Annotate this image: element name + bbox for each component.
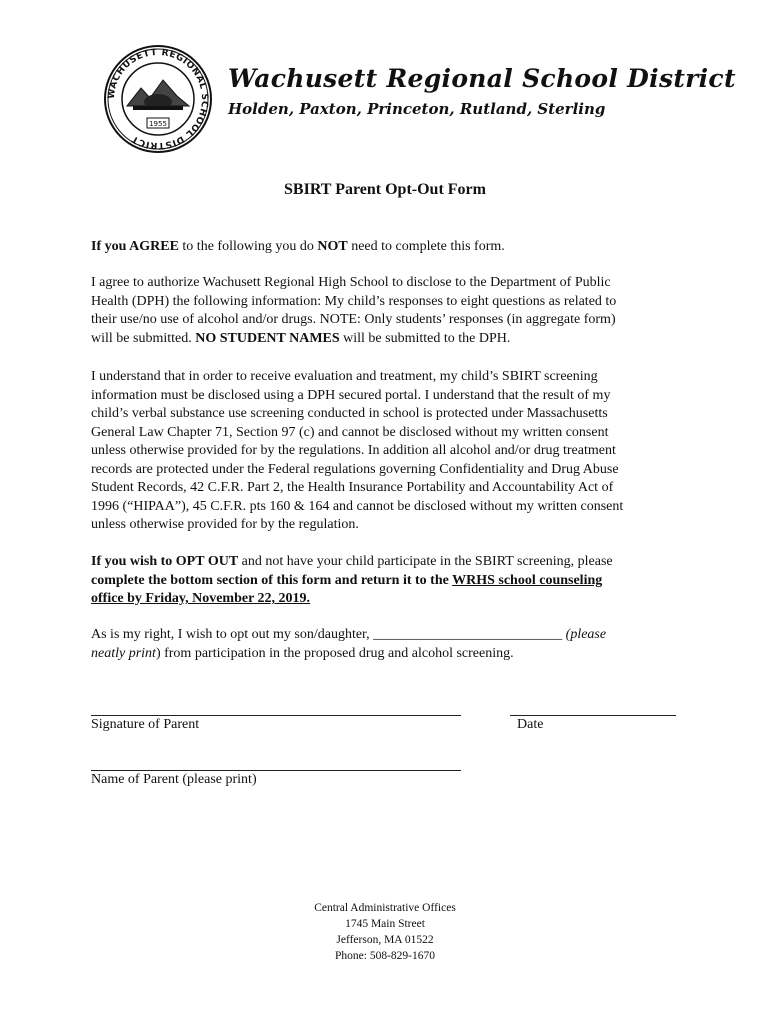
date-label: Date — [517, 717, 544, 732]
understanding-line: unless otherwise provided for by the regulations. In addition all alcohol and/or drug treatment — [91, 443, 616, 458]
understanding-line: records are protected under the Federal regulations governing Confidentiality and Drug Abuse — [91, 461, 619, 477]
agree-word: AGREE — [129, 239, 179, 254]
district-towns: Holden, Paxton, Princeton, Rutland, Sterling — [228, 100, 606, 118]
please-text: (please — [562, 627, 607, 642]
understanding-line: information must be disclosed using a DPH secured portal. I understand that the result of my — [91, 387, 611, 403]
opt-out-statement — [91, 626, 671, 663]
footer-phone: Phone: 508-829-1670 — [335, 950, 435, 962]
counseling-office: WRHS school counseling — [452, 572, 603, 588]
understanding-line: 1996 (“HIPAA”), 45 C.F.R. pts 160 & 164 and cannot be disclosed without my written consent — [91, 498, 624, 514]
not-word: NOT — [317, 239, 348, 254]
deadline: office by Friday, November 22, 2019. — [91, 591, 311, 606]
footer-city: Jefferson, MA 01522 — [336, 934, 434, 946]
authorization-paragraph — [91, 274, 671, 348]
authorization-line: I agree to authorize Wachusett Regional High School to disclose to the Department of Public — [91, 275, 611, 290]
opt-out-statement-text: As is my right, I wish to opt out my son/daughter, — [91, 627, 374, 642]
child-name-field[interactable]: ___________________________ — [373, 627, 563, 642]
opt-out-statement-end: ) from participation in the proposed drug and alcohol screening. — [155, 645, 514, 661]
parent-name-label: Name of Parent (please print) — [91, 772, 257, 787]
seal-text: WACHUSETT REGIONAL SCHOOL DISTRICT — [106, 47, 210, 151]
understanding-line: Student Records, 42 C.F.R. Part 2, the Health Insurance Portability and Accountability Act of — [91, 480, 614, 495]
understanding-line: I understand that in order to receive evaluation and treatment, my child’s SBIRT screening — [91, 369, 598, 384]
authorization-line-end: will be submitted to the DPH. — [339, 330, 511, 346]
form-title: SBIRT Parent Opt-Out Form — [284, 181, 486, 198]
footer-street: 1745 Main Street — [345, 918, 425, 930]
no-student-names: NO STUDENT NAMES — [195, 330, 340, 346]
signature-label: Signature of Parent — [91, 717, 200, 732]
opt-out-return-instruction: complete the bottom section of this form and return it to the — [91, 572, 453, 588]
authorization-line: will be submitted. — [91, 330, 196, 346]
agree-middle: to the following you do — [178, 239, 318, 254]
footer-address — [0, 900, 770, 964]
agree-prefix: If you — [91, 239, 130, 254]
signature-field[interactable] — [91, 715, 461, 716]
opt-out-line: and not have your child participate in the SBIRT screening, please — [238, 554, 613, 569]
opt-out-instructions — [91, 553, 671, 609]
authorization-line: their use/no use of alcohol and/or drugs. NOTE: Only students’ responses (in aggregate form) — [91, 312, 616, 327]
footer-office: Central Administrative Offices — [314, 902, 456, 914]
authorization-line: Health (DPH) the following information: My child’s responses to eight questions as related to — [91, 293, 617, 309]
agree-intro — [91, 238, 671, 257]
agree-suffix: need to complete this form. — [347, 239, 505, 254]
district-seal-icon — [103, 44, 213, 154]
opt-out-heading: If you wish to OPT OUT — [91, 554, 239, 569]
understanding-line: unless otherwise provided for by the regulation. — [91, 517, 359, 532]
district-name: Wachusett Regional School District — [228, 64, 736, 93]
neatly-print-text: neatly print — [91, 645, 156, 661]
understanding-line: General Law Chapter 71, Section 97 (c) and cannot be disclosed without my written consent — [91, 424, 609, 440]
parent-name-field[interactable] — [91, 770, 461, 771]
seal-year: 1955 — [149, 120, 167, 128]
understanding-paragraph — [91, 368, 671, 535]
date-field[interactable] — [510, 715, 676, 716]
understanding-line: child’s verbal substance use screening conducted in school is protected under Massachusetts — [91, 406, 608, 421]
